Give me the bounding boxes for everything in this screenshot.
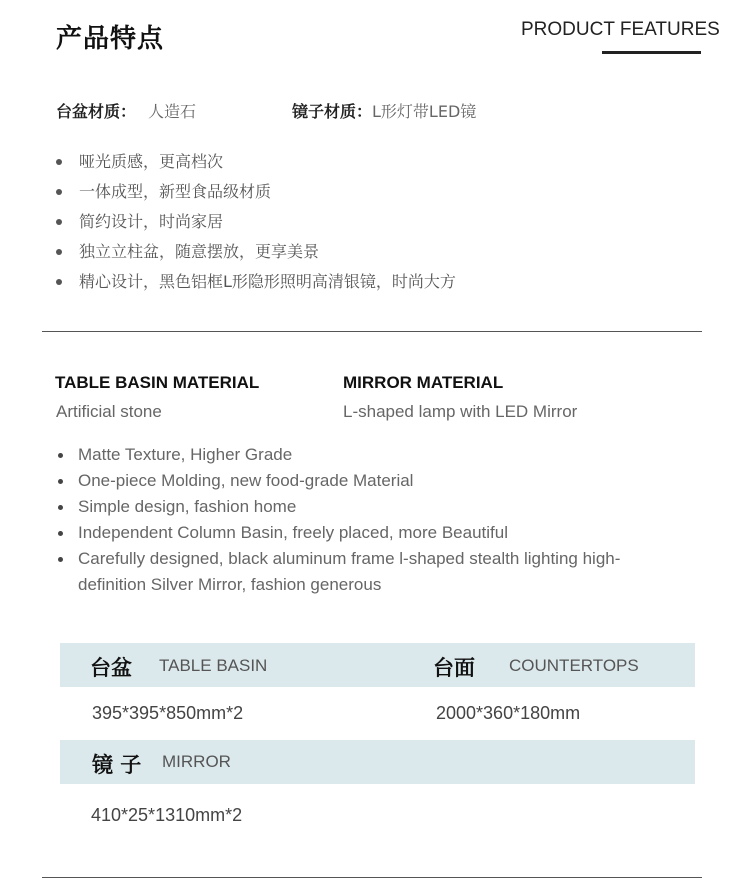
spec-basin-en: TABLE BASIN bbox=[159, 656, 268, 675]
list-item: Simple design, fashion home bbox=[56, 494, 638, 520]
features-list-cn bbox=[56, 150, 456, 300]
list-item: 简约设计，时尚家居 bbox=[56, 210, 456, 240]
spec-basin-value: 395*395*850mm*2 bbox=[92, 703, 244, 723]
spec-countertop-value: 2000*360*180mm bbox=[436, 703, 581, 723]
spec-mirror-value: 410*25*1310mm*2 bbox=[91, 805, 243, 825]
features-list-en bbox=[56, 442, 638, 598]
basin-material-label: 台盆材质： bbox=[56, 102, 137, 121]
list-item: Matte Texture, Higher Grade bbox=[56, 442, 638, 468]
list-item: 一体成型，新型食品级材质 bbox=[56, 180, 456, 210]
basin-material-value: 人造石 bbox=[148, 102, 197, 121]
mirror-material-value: L形灯带LED镜 bbox=[372, 102, 477, 121]
list-item: Carefully designed, black aluminum frame l-shaped stealth lighting high-definition Silver Mirror, fashion generous bbox=[56, 546, 638, 598]
spec-mirror-cn: 镜 子 bbox=[92, 753, 142, 777]
basin-material-value-en: Artificial stone bbox=[56, 402, 162, 421]
section-divider bbox=[42, 331, 702, 332]
list-item: One-piece Molding, new food-grade Material bbox=[56, 468, 638, 494]
spec-basin-cn: 台盆 bbox=[90, 656, 132, 680]
mirror-material-value-en: L-shaped lamp with LED Mirror bbox=[343, 402, 578, 421]
mirror-material-heading-en: MIRROR MATERIAL bbox=[343, 373, 504, 392]
mirror-material-cn bbox=[292, 99, 476, 122]
basin-material-cn bbox=[56, 99, 196, 122]
page-title-cn: 产品特点 bbox=[56, 24, 165, 54]
list-item: 独立立柱盆，随意摆放，更享美景 bbox=[56, 240, 456, 270]
spec-countertop-en: COUNTERTOPS bbox=[509, 656, 639, 675]
list-item: Independent Column Basin, freely placed, more Beautiful bbox=[56, 520, 638, 546]
list-item: 哑光质感，更高档次 bbox=[56, 150, 456, 180]
mirror-material-label: 镜子材质： bbox=[292, 102, 373, 121]
spec-countertop-cn: 台面 bbox=[433, 656, 475, 680]
basin-material-heading-en: TABLE BASIN MATERIAL bbox=[55, 373, 260, 392]
title-underline bbox=[602, 51, 701, 54]
page-title-en: PRODUCT FEATURES bbox=[521, 19, 720, 40]
spec-mirror-en: MIRROR bbox=[162, 752, 231, 771]
list-item: 精心设计，黑色铝框L形隐形照明高清银镜，时尚大方 bbox=[56, 270, 456, 300]
spec-header-bar bbox=[60, 740, 695, 784]
